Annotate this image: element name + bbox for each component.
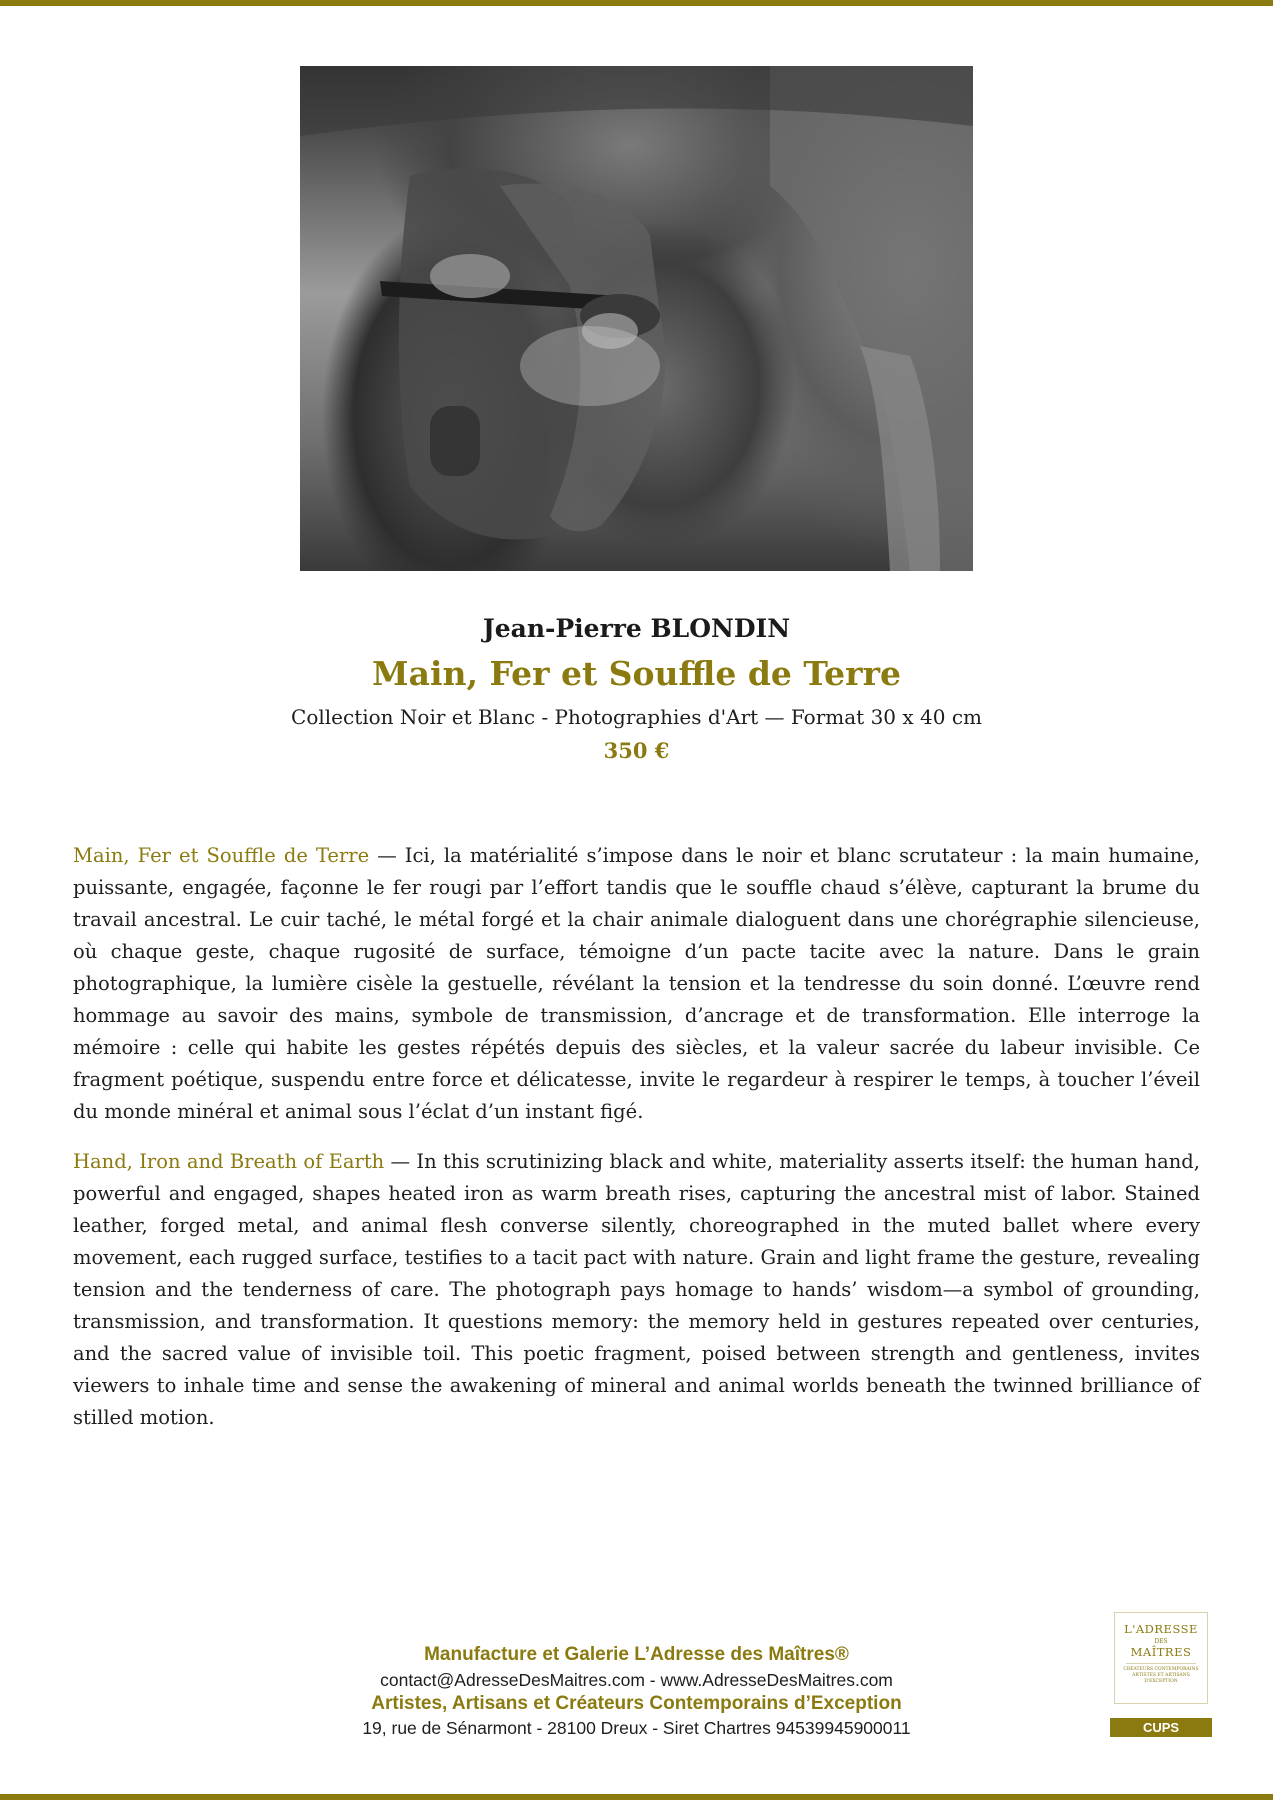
description-french-lead: Main, Fer et Souffle de Terre: [73, 844, 370, 867]
footer-tagline: Artistes, Artisans et Créateurs Contemporains d’Exception: [371, 1693, 902, 1714]
logo-line-3: MAÎTRES: [1130, 1645, 1192, 1659]
footer-contact: contact@AdresseDesMaitres.com - www.AdresseDesMaitres.com: [380, 1670, 893, 1690]
artwork-title: Main, Fer et Souffle de Terre: [372, 654, 901, 693]
description-english-text: — In this scrutinizing black and white, materiality asserts itself: the human hand, powerful and engaged, shapes heated iron as warm breath rises, capturing the ancestral mist of labor. Stained leather, forged metal, and animal flesh converse silently, choreographed in the muted ballet where every movement, each rugged surface, testifies to a tacit pact with nature. Grain and light frame the gesture, revealing tension and the tenderness of care. The photograph pays homage to hands’ wisdom—a symbol of grounding, transmission, and transformation. It questions memory: the memory held in gestures repeated over centuries, and the sacred value of invisible toil. This poetic fragment, poised between strength and gentleness, invites viewers to inhale time and sense the awakening of mineral and animal worlds beneath the twinned brilliance of stilled motion.: [73, 1150, 1200, 1429]
artist-name: Jean-Pierre BLONDIN: [482, 614, 791, 643]
bottom-border: [0, 1794, 1273, 1800]
artwork-photo: [300, 66, 973, 571]
photo-illustration: [300, 66, 973, 571]
logo-line-2: DES: [1154, 1638, 1168, 1645]
logo-divider: [1126, 1663, 1196, 1664]
footer-address: 19, rue de Sénarmont - 28100 Dreux - Siret Chartres 94539945900011: [362, 1718, 911, 1738]
description-english: [73, 1146, 1200, 1434]
logo-line-1: L'ADRESSE: [1124, 1622, 1198, 1636]
cups-badge: CUPS: [1110, 1718, 1212, 1737]
gallery-logo: [1114, 1612, 1208, 1704]
description-french: [73, 840, 1200, 1128]
logo-line-4: CRÉATEURS CONTEMPORAINS ARTISTES ET ARTISANS D'EXCEPTION: [1123, 1667, 1199, 1684]
description-french-text: — Ici, la matérialité s’impose dans le noir et blanc scrutateur : la main humaine, puissante, engagée, façonne le fer rougi par l’effort tandis que le souffle chaud s’élève, capturant la brume du travail ancestral. Le cuir taché, le métal forgé et la chair animale dialoguent dans une chorégraphie silencieuse, où chaque geste, chaque rugosité de surface, témoigne d’un pacte tacite avec la nature. Dans le grain photographique, la lumière cisèle la gestuelle, révélant la tension et la tendresse du soin donné. L’œuvre rend hommage au savoir des mains, symbole de transmission, d’ancrage et de transformation. Elle interroge la mémoire : celle qui habite les gestes répétés depuis des siècles, et la valeur sacrée du labeur invisible. Ce fragment poétique, suspendu entre force et délicatesse, invite le regardeur à respirer le temps, à toucher l’éveil du monde minéral et animal sous l’éclat d’un instant figé.: [73, 844, 1201, 1123]
artwork-price: 350 €: [603, 738, 670, 763]
description-english-lead: Hand, Iron and Breath of Earth: [73, 1150, 385, 1173]
artwork-subtitle: Collection Noir et Blanc - Photographies d'Art — Format 30 x 40 cm: [291, 705, 982, 729]
footer-gallery-name: Manufacture et Galerie L’Adresse des Maîtres®: [424, 1644, 849, 1665]
top-border: [0, 0, 1273, 6]
